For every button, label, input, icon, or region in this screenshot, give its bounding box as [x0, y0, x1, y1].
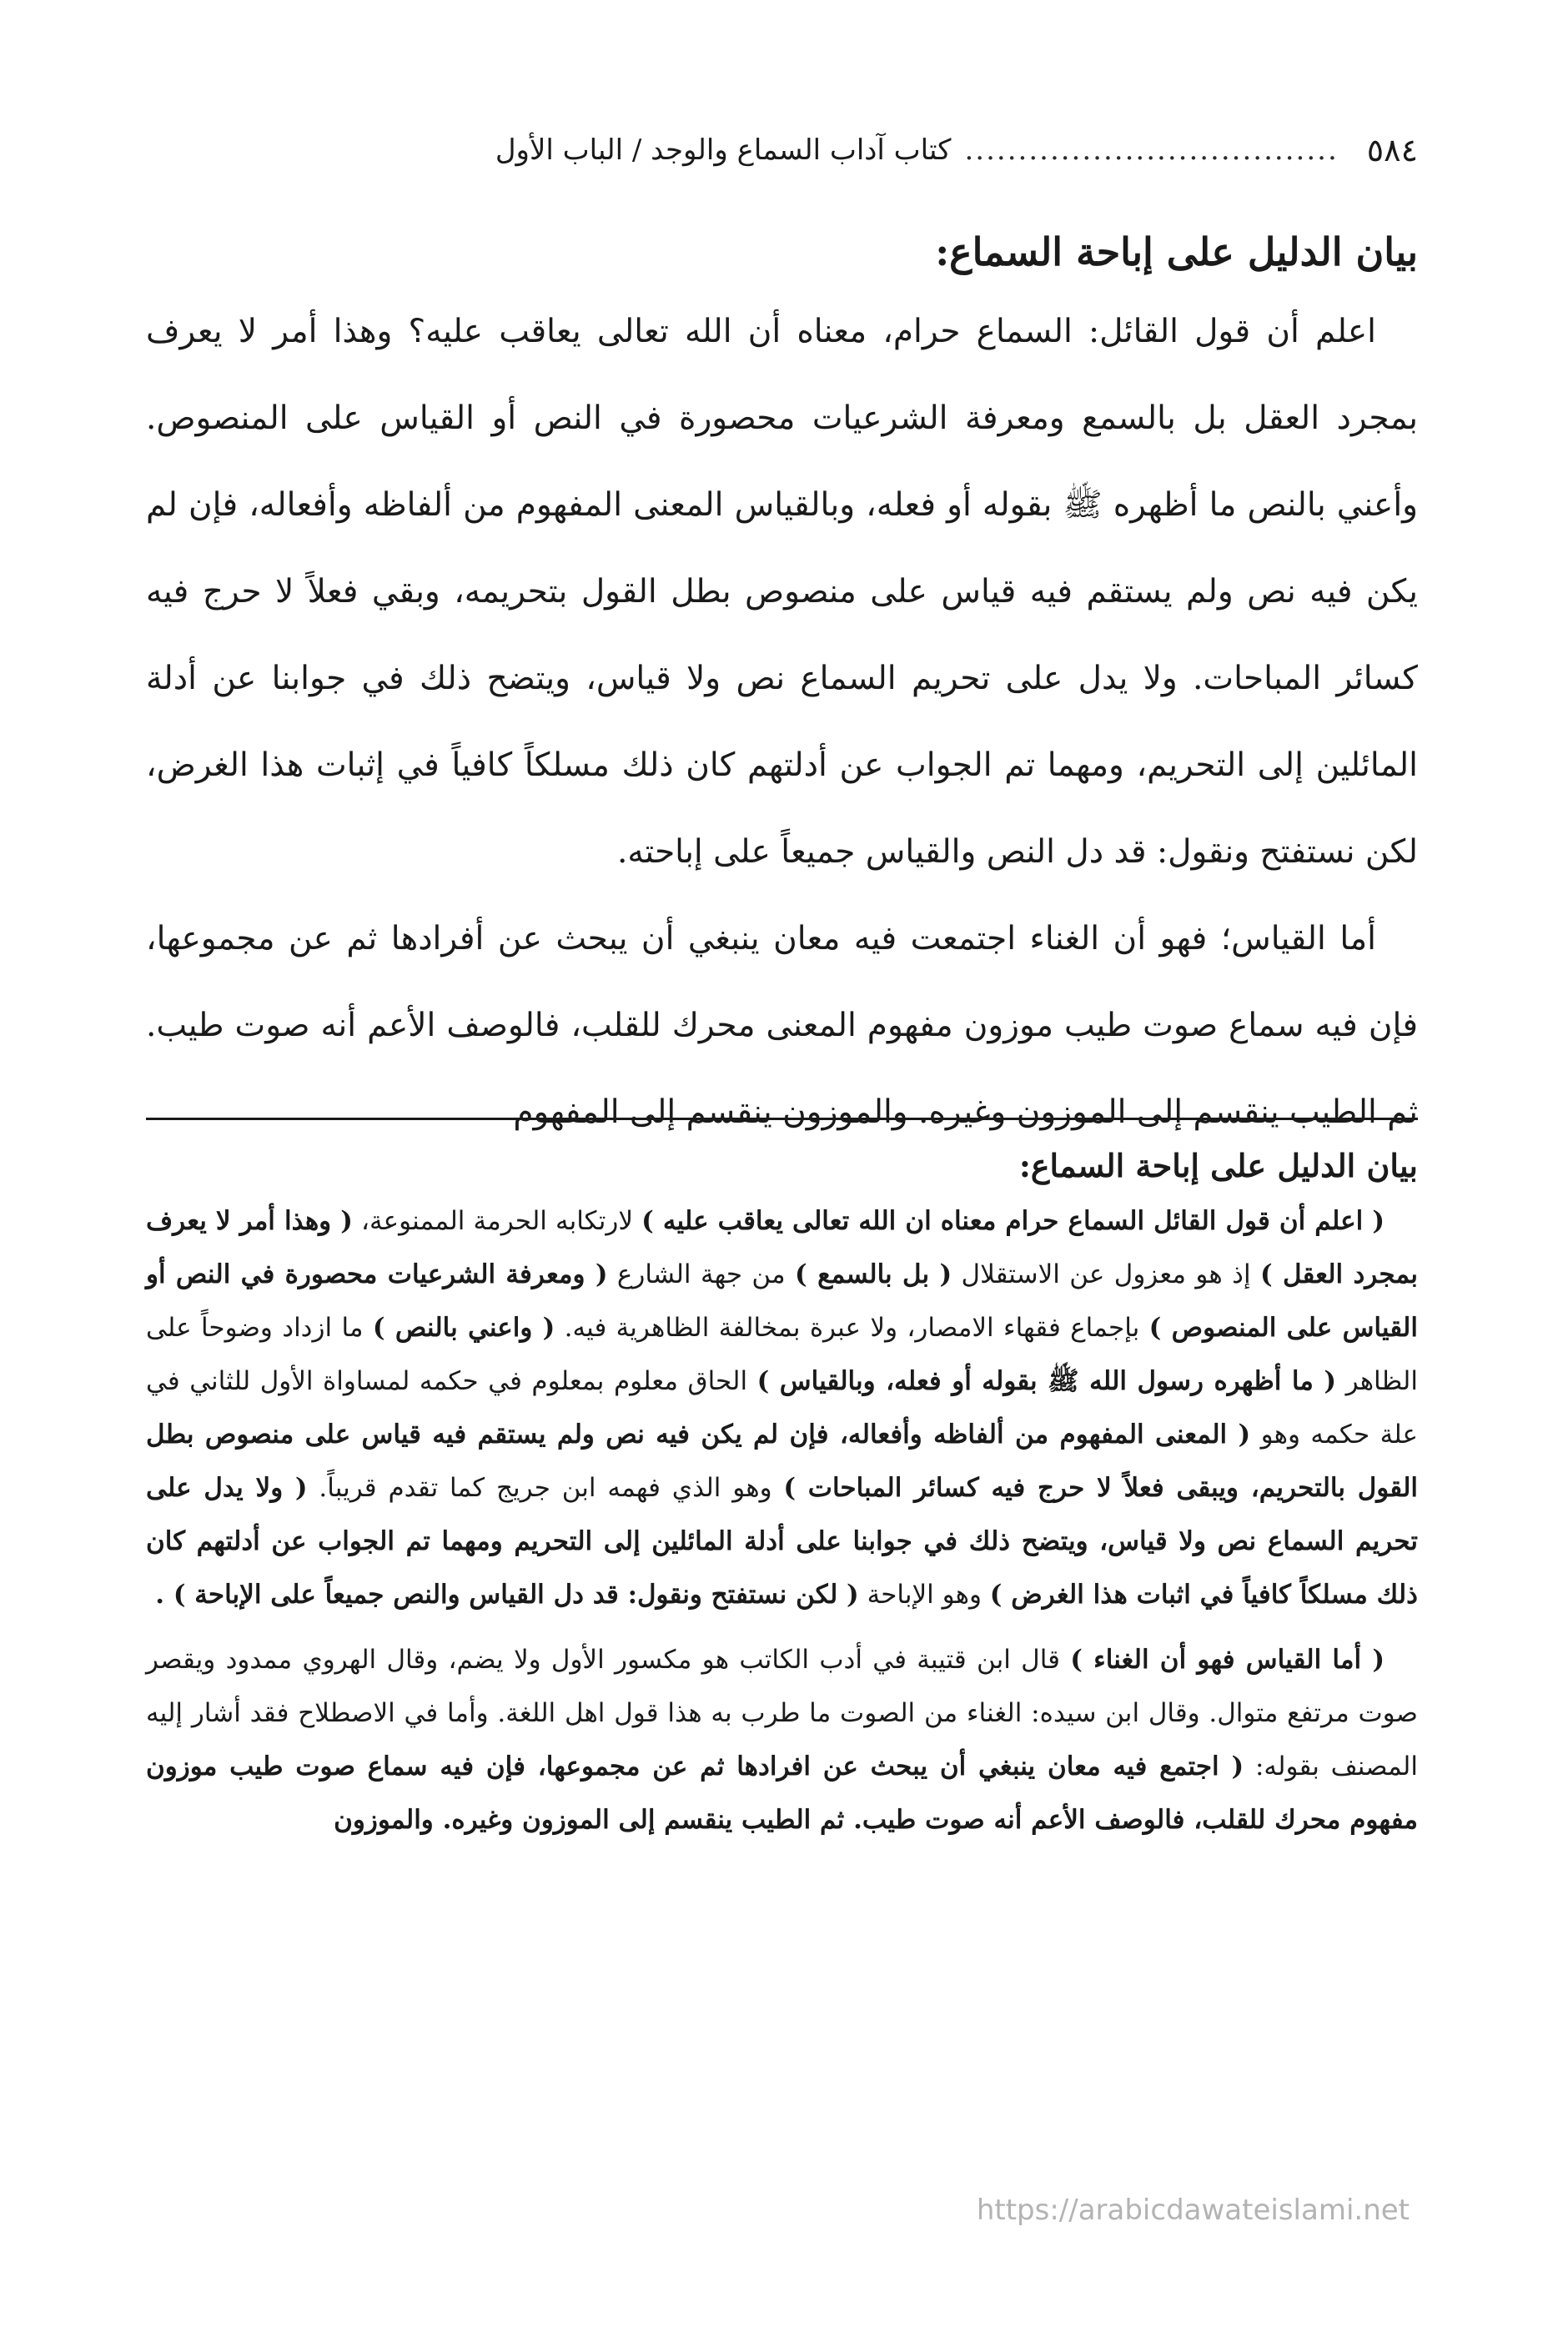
- commentary-segment: ( ومعرفة الشرعيات محصورة في النص أو القياس على المنصوص ): [146, 1259, 1418, 1343]
- commentary-segment: ( ولا يدل على تحريم السماع نص ولا قياس، ويتضح ذلك في جوابنا على أدلة المائلين إلى التحريم ومهما تم الجواب عن أدلتهم كان ذلك مسلكاً كافياً في اثبات هذا الغرض ): [146, 1473, 1418, 1610]
- commentary-segment: ( لكن نستفتح ونقول: قد دل القياس والنص جميعاً على الإباحة ) .: [155, 1580, 859, 1610]
- commentary-segment: بإجماع فقهاء الامصار، ولا عبرة بمخالفة الظاهرية فيه.: [555, 1313, 1149, 1343]
- section-title: بيان الدليل على إباحة السماع:: [935, 229, 1418, 274]
- commentary-segment: وهو الإباحة: [858, 1580, 990, 1610]
- commentary-segment: لارتكابه الحرمة الممنوعة،: [352, 1206, 642, 1236]
- commentary-segment: ( المعنى المفهوم من ألفاظه وأفعاله، فإن لم يكن فيه نص ولم يستقم فيه قياس على منصوص بطل القول بالتحريم، ويبقى فعلاً لا حرج فيه كسائر المباحات ): [146, 1420, 1419, 1503]
- commentary-segment: الحاق معلوم بمعلوم في حكمه لمساواة الأول للثاني في علة حكمه وهو: [146, 1366, 1418, 1450]
- commentary-title: بيان الدليل على إباحة السماع:: [1018, 1147, 1418, 1184]
- page-number: ٥٨٤: [1366, 132, 1418, 168]
- commentary-segment: قال ابن قتيبة في أدب الكاتب هو مكسور الأول ولا يضم، وقال الهروي ممدود ويقصر صوت مرتفع متوال. وقال ابن سيده: الغناء من الصوت ما طرب به هذا قول اهل اللغة. وأما في الاصطلاح فقد أشار إليه المصنف بقوله:: [146, 1645, 1418, 1782]
- watermark-url: https://arabicdawateislami.net: [976, 2194, 1410, 2227]
- commentary-segment: ( بل بالسمع ): [795, 1259, 952, 1289]
- leader-dots: ...................................: [964, 133, 1339, 167]
- footnote-divider: [146, 1118, 1418, 1120]
- commentary-segment: ( أما القياس فهو أن الغناء ): [1070, 1645, 1385, 1675]
- running-header: [146, 125, 1418, 175]
- commentary-segment: ما ازداد وضوحاً على الظاهر: [146, 1313, 1418, 1396]
- running-title: كتاب آداب السماع والوجد / الباب الأول: [495, 133, 952, 167]
- commentary-segment: ( واعني بالنص ): [372, 1313, 555, 1343]
- commentary-segment: ( وهذا أمر لا يعرف بمجرد العقل ): [146, 1206, 1418, 1289]
- commentary: [146, 1139, 1418, 1847]
- main-paragraph-1: اعلم أن قول القائل: السماع حرام، معناه أن الله تعالى يعاقب عليه؟ وهذا أمر لا يعرف بمجرد العقل بل بالسمع ومعرفة الشرعيات محصورة في النص أو القياس على المنصوص. وأعني بالنص ما أظهره ﷺ بقوله أو فعله، وبالقياس المعنى المفهوم من ألفاظه وأفعاله، فإن لم يكن فيه نص ولم يستقم فيه قياس على منصوص بطل القول بتحريمه، وبقي فعلاً لا حرج فيه كسائر المباحات. ولا يدل على تحريم السماع نص ولا قياس، ويتضح ذلك في جوابنا عن أدلة المائلين إلى التحريم، ومهما تم الجواب عن أدلتهم كان ذلك مسلكاً كافياً في إثبات هذا الغرض، لكن نستفتح ونقول: قد دل النص والقياس جميعاً على إباحته.: [146, 313, 1418, 871]
- commentary-segment: ( اعلم أن قول القائل السماع حرام معناه ان الله تعالى يعاقب عليه ): [641, 1206, 1385, 1236]
- commentary-segment: وهو الذي فهمه ابن جريج كما تقدم قريباً.: [307, 1473, 784, 1503]
- commentary-segment: إذ هو معزول عن الاستقلال: [952, 1259, 1260, 1289]
- commentary-paragraph-1: [146, 1194, 1418, 1621]
- commentary-paragraph-2: [146, 1633, 1418, 1847]
- main-paragraph-2: أما القياس؛ فهو أن الغناء اجتمعت فيه معان ينبغي أن يبحث عن أفرادها ثم عن مجموعها، فإن فيه سماع صوت طيب موزون مفهوم المعنى محرك للقلب، فالوصف الأعم أنه صوت طيب. ثم الطيب ينقسم إلى الموزون وغيره. والموزون ينقسم إلى المفهوم: [146, 920, 1418, 1131]
- main-text: [146, 219, 1418, 1156]
- commentary-segment: ( اجتمع فيه معان ينبغي أن يبحث عن افرادها ثم عن مجموعها، فإن فيه سماع صوت طيب موزون مفهوم محرك للقلب، فالوصف الأعم أنه صوت طيب. ثم الطيب ينقسم إلى الموزون وغيره. والموزون: [146, 1752, 1418, 1835]
- commentary-segment: من جهة الشارع: [607, 1259, 796, 1289]
- commentary-segment: ( ما أظهره رسول الله ﷺ بقوله أو فعله، وبالقياس ): [756, 1366, 1337, 1396]
